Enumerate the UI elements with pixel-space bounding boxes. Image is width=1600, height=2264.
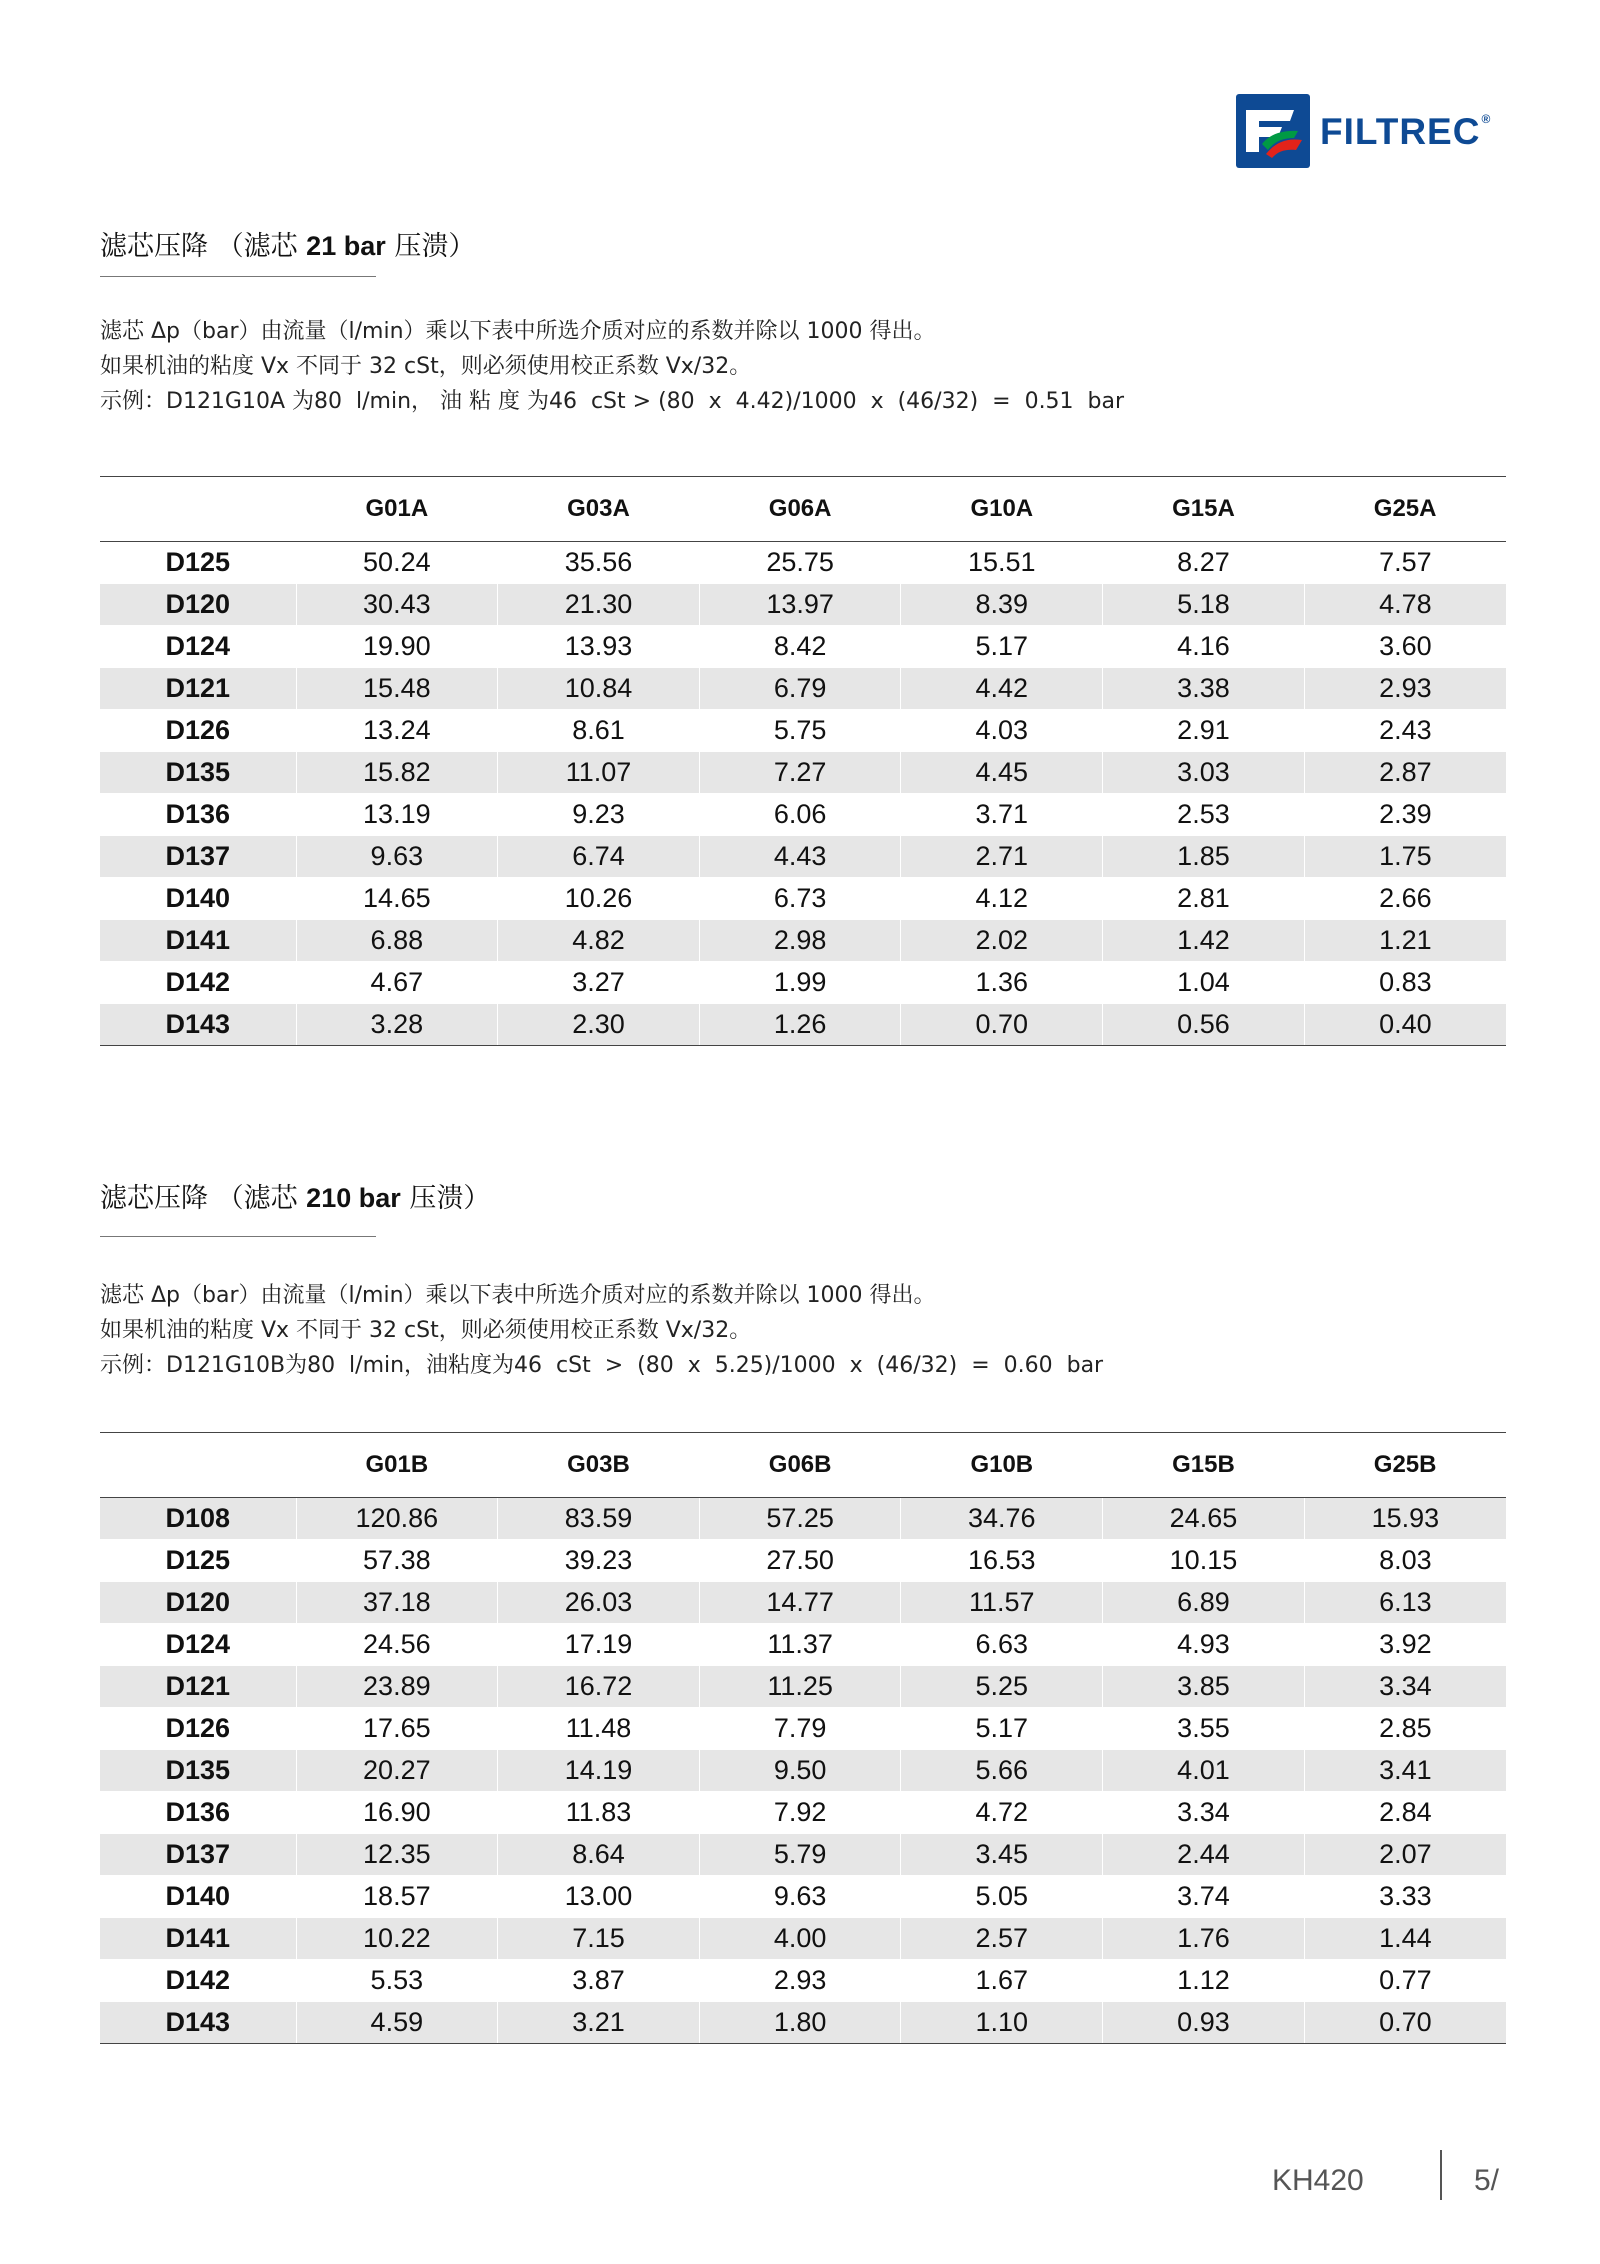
table-cell: 1.42 xyxy=(1103,920,1305,962)
table-cell: 1.26 xyxy=(699,1004,901,1046)
table-cell: 6.13 xyxy=(1304,1582,1506,1624)
page-number: 5/ xyxy=(1474,2164,1500,2197)
table-cell: 2.39 xyxy=(1304,794,1506,836)
table-cell: 11.07 xyxy=(498,752,700,794)
table-cell: 8.39 xyxy=(901,584,1103,626)
header-corner-cell xyxy=(100,1433,296,1498)
row-label: D120 xyxy=(100,584,296,626)
table-cell: 2.87 xyxy=(1304,752,1506,794)
table-cell: 34.76 xyxy=(901,1498,1103,1540)
table-cell: 0.77 xyxy=(1304,1960,1506,2002)
table-row xyxy=(100,836,1506,878)
table-cell: 16.53 xyxy=(901,1540,1103,1582)
table-cell: 18.57 xyxy=(296,1876,498,1918)
table-cell: 1.85 xyxy=(1103,836,1305,878)
section2-description xyxy=(100,1278,1103,1383)
table-cell: 10.84 xyxy=(498,668,700,710)
table-cell: 4.42 xyxy=(901,668,1103,710)
pressure-drop-table-210bar xyxy=(100,1432,1506,2044)
table-cell: 1.10 xyxy=(901,2002,1103,2044)
table-cell: 1.75 xyxy=(1304,836,1506,878)
row-label: D124 xyxy=(100,1624,296,1666)
table-cell: 1.04 xyxy=(1103,962,1305,1004)
column-header: G25A xyxy=(1304,477,1506,542)
table-row xyxy=(100,1876,1506,1918)
table-cell: 7.27 xyxy=(699,752,901,794)
column-header: G06A xyxy=(699,477,901,542)
table-cell: 1.12 xyxy=(1103,1960,1305,2002)
table-row xyxy=(100,1792,1506,1834)
row-label: D136 xyxy=(100,1792,296,1834)
table-cell: 0.56 xyxy=(1103,1004,1305,1046)
row-label: D136 xyxy=(100,794,296,836)
table-cell: 8.61 xyxy=(498,710,700,752)
table-cell: 4.03 xyxy=(901,710,1103,752)
table-cell: 5.05 xyxy=(901,1876,1103,1918)
table-cell: 2.93 xyxy=(699,1960,901,2002)
section1-title-rule xyxy=(100,276,376,277)
row-label: D121 xyxy=(100,1666,296,1708)
table-cell: 13.19 xyxy=(296,794,498,836)
table-cell: 5.79 xyxy=(699,1834,901,1876)
table-cell: 6.89 xyxy=(1103,1582,1305,1624)
table-cell: 8.27 xyxy=(1103,542,1305,584)
table-cell: 5.18 xyxy=(1103,584,1305,626)
description-line: 示例：D121G10B为80 l/min，油粘度为46 cSt > (80 x 5.25)/1000 x (46/32) = 0.60 bar xyxy=(100,1353,1104,1378)
table-row xyxy=(100,878,1506,920)
table-cell: 3.34 xyxy=(1304,1666,1506,1708)
table-cell: 39.23 xyxy=(498,1540,700,1582)
table-row xyxy=(100,1834,1506,1876)
table-cell: 120.86 xyxy=(296,1498,498,1540)
table-cell: 2.66 xyxy=(1304,878,1506,920)
table-cell: 10.22 xyxy=(296,1918,498,1960)
table-cell: 5.66 xyxy=(901,1750,1103,1792)
table-cell: 11.48 xyxy=(498,1708,700,1750)
table-cell: 4.43 xyxy=(699,836,901,878)
table-cell: 15.51 xyxy=(901,542,1103,584)
column-header: G01B xyxy=(296,1433,498,1498)
row-label: D141 xyxy=(100,1918,296,1960)
table-row xyxy=(100,2002,1506,2044)
table-cell: 57.25 xyxy=(699,1498,901,1540)
table-cell: 23.89 xyxy=(296,1666,498,1708)
row-label: D143 xyxy=(100,1004,296,1046)
table-cell: 11.25 xyxy=(699,1666,901,1708)
row-label: D142 xyxy=(100,962,296,1004)
table-cell: 3.74 xyxy=(1103,1876,1305,1918)
table-cell: 9.50 xyxy=(699,1750,901,1792)
table-cell: 2.43 xyxy=(1304,710,1506,752)
table-row xyxy=(100,962,1506,1004)
table-cell: 4.59 xyxy=(296,2002,498,2044)
table-cell: 7.79 xyxy=(699,1708,901,1750)
table-cell: 5.75 xyxy=(699,710,901,752)
table-cell: 4.01 xyxy=(1103,1750,1305,1792)
table-row xyxy=(100,1960,1506,2002)
table-cell: 2.81 xyxy=(1103,878,1305,920)
table-cell: 3.28 xyxy=(296,1004,498,1046)
table-cell: 7.57 xyxy=(1304,542,1506,584)
table-cell: 2.53 xyxy=(1103,794,1305,836)
table-cell: 2.57 xyxy=(901,1918,1103,1960)
table-cell: 15.48 xyxy=(296,668,498,710)
table-cell: 6.79 xyxy=(699,668,901,710)
table-row xyxy=(100,1498,1506,1540)
table-cell: 3.55 xyxy=(1103,1708,1305,1750)
table-cell: 5.17 xyxy=(901,626,1103,668)
filtrec-logo xyxy=(1236,94,1491,168)
table-cell: 17.19 xyxy=(498,1624,700,1666)
row-label: D125 xyxy=(100,542,296,584)
table-cell: 3.85 xyxy=(1103,1666,1305,1708)
filtrec-wordmark: FILTREC® xyxy=(1320,110,1492,152)
table-row xyxy=(100,1918,1506,1960)
table-cell: 13.97 xyxy=(699,584,901,626)
table-cell: 6.88 xyxy=(296,920,498,962)
table-cell: 4.45 xyxy=(901,752,1103,794)
description-line: 如果机油的粘度 Vx 不同于 32 cSt，则必须使用校正系数 Vx/32。 xyxy=(100,354,752,379)
table-cell: 8.42 xyxy=(699,626,901,668)
table-cell: 6.63 xyxy=(901,1624,1103,1666)
table-cell: 25.75 xyxy=(699,542,901,584)
table-row xyxy=(100,626,1506,668)
table-cell: 2.85 xyxy=(1304,1708,1506,1750)
pressure-drop-table-21bar xyxy=(100,476,1506,1046)
table-row xyxy=(100,710,1506,752)
description-line: 滤芯 Δp（bar）由流量（l/min）乘以下表中所选介质对应的系数并除以 1000 得出。 xyxy=(100,319,936,344)
table-cell: 15.82 xyxy=(296,752,498,794)
header-corner-cell xyxy=(100,477,296,542)
table-cell: 2.30 xyxy=(498,1004,700,1046)
table-cell: 5.17 xyxy=(901,1708,1103,1750)
table-cell: 8.03 xyxy=(1304,1540,1506,1582)
description-line: 滤芯 Δp（bar）由流量（l/min）乘以下表中所选介质对应的系数并除以 1000 得出。 xyxy=(100,1283,936,1308)
column-header: G01A xyxy=(296,477,498,542)
table-cell: 9.63 xyxy=(296,836,498,878)
row-label: D140 xyxy=(100,878,296,920)
row-label: D124 xyxy=(100,626,296,668)
column-header: G03B xyxy=(498,1433,700,1498)
column-header: G03A xyxy=(498,477,700,542)
table-cell: 13.93 xyxy=(498,626,700,668)
table-row xyxy=(100,1540,1506,1582)
row-label: D108 xyxy=(100,1498,296,1540)
row-label: D121 xyxy=(100,668,296,710)
table-cell: 11.57 xyxy=(901,1582,1103,1624)
description-line: 示例：D121G10A 为80 l/min， 油 粘 度 为46 cSt > (80 x 4.42)/1000 x (46/32) = 0.51 bar xyxy=(100,389,1125,414)
table-row xyxy=(100,1750,1506,1792)
row-label: D125 xyxy=(100,1540,296,1582)
column-header: G10A xyxy=(901,477,1103,542)
row-label: D137 xyxy=(100,1834,296,1876)
table-cell: 3.38 xyxy=(1103,668,1305,710)
table-cell: 4.16 xyxy=(1103,626,1305,668)
table-header-row xyxy=(100,1433,1506,1498)
table-cell: 4.93 xyxy=(1103,1624,1305,1666)
row-label: D126 xyxy=(100,1708,296,1750)
table-cell: 7.15 xyxy=(498,1918,700,1960)
table-cell: 7.92 xyxy=(699,1792,901,1834)
table-cell: 1.80 xyxy=(699,2002,901,2044)
table-row xyxy=(100,752,1506,794)
table-cell: 9.63 xyxy=(699,1876,901,1918)
description-line: 如果机油的粘度 Vx 不同于 32 cSt，则必须使用校正系数 Vx/32。 xyxy=(100,1318,752,1343)
table-row xyxy=(100,668,1506,710)
table-cell: 11.83 xyxy=(498,1792,700,1834)
table-cell: 57.38 xyxy=(296,1540,498,1582)
table-cell: 13.00 xyxy=(498,1876,700,1918)
section1-description xyxy=(100,314,1124,419)
table-row xyxy=(100,920,1506,962)
table-cell: 15.93 xyxy=(1304,1498,1506,1540)
table-row xyxy=(100,1624,1506,1666)
table-cell: 2.84 xyxy=(1304,1792,1506,1834)
table-cell: 0.93 xyxy=(1103,2002,1305,2044)
table-cell: 0.83 xyxy=(1304,962,1506,1004)
table-cell: 1.44 xyxy=(1304,1918,1506,1960)
table-cell: 0.40 xyxy=(1304,1004,1506,1046)
table-cell: 3.03 xyxy=(1103,752,1305,794)
document-code: KH420 xyxy=(1272,2164,1364,2197)
table-cell: 11.37 xyxy=(699,1624,901,1666)
table-cell: 27.50 xyxy=(699,1540,901,1582)
table-cell: 3.60 xyxy=(1304,626,1506,668)
table-cell: 2.91 xyxy=(1103,710,1305,752)
table-cell: 6.74 xyxy=(498,836,700,878)
table-cell: 0.70 xyxy=(1304,2002,1506,2044)
column-header: G06B xyxy=(699,1433,901,1498)
table-cell: 1.99 xyxy=(699,962,901,1004)
table-cell: 4.82 xyxy=(498,920,700,962)
table-cell: 1.36 xyxy=(901,962,1103,1004)
row-label: D143 xyxy=(100,2002,296,2044)
table-cell: 83.59 xyxy=(498,1498,700,1540)
table-cell: 3.92 xyxy=(1304,1624,1506,1666)
row-label: D140 xyxy=(100,1876,296,1918)
table-cell: 24.65 xyxy=(1103,1498,1305,1540)
table-cell: 0.70 xyxy=(901,1004,1103,1046)
table-cell: 4.67 xyxy=(296,962,498,1004)
table-cell: 4.72 xyxy=(901,1792,1103,1834)
table-cell: 4.78 xyxy=(1304,584,1506,626)
table-cell: 4.12 xyxy=(901,878,1103,920)
table-cell: 12.35 xyxy=(296,1834,498,1876)
footer-divider xyxy=(1440,2150,1442,2200)
table-cell: 3.33 xyxy=(1304,1876,1506,1918)
row-label: D135 xyxy=(100,752,296,794)
table-cell: 2.44 xyxy=(1103,1834,1305,1876)
row-label: D142 xyxy=(100,1960,296,2002)
row-label: D120 xyxy=(100,1582,296,1624)
table-row xyxy=(100,1666,1506,1708)
column-header: G25B xyxy=(1304,1433,1506,1498)
table-cell: 2.07 xyxy=(1304,1834,1506,1876)
table-cell: 24.56 xyxy=(296,1624,498,1666)
table-row xyxy=(100,794,1506,836)
column-header: G10B xyxy=(901,1433,1103,1498)
row-label: D141 xyxy=(100,920,296,962)
filtrec-logo-icon xyxy=(1236,94,1310,168)
table-cell: 37.18 xyxy=(296,1582,498,1624)
table-cell: 14.19 xyxy=(498,1750,700,1792)
table-cell: 3.34 xyxy=(1103,1792,1305,1834)
table-header-row xyxy=(100,477,1506,542)
table-cell: 3.71 xyxy=(901,794,1103,836)
table-cell: 2.93 xyxy=(1304,668,1506,710)
table-cell: 1.76 xyxy=(1103,1918,1305,1960)
table-cell: 17.65 xyxy=(296,1708,498,1750)
table-cell: 9.23 xyxy=(498,794,700,836)
table-cell: 21.30 xyxy=(498,584,700,626)
table-row xyxy=(100,584,1506,626)
table-cell: 4.00 xyxy=(699,1918,901,1960)
column-header: G15A xyxy=(1103,477,1305,542)
column-header: G15B xyxy=(1103,1433,1305,1498)
table-cell: 16.90 xyxy=(296,1792,498,1834)
table-row xyxy=(100,1708,1506,1750)
section2-title: 滤芯压降 （滤芯 210 bar 压溃） xyxy=(100,1183,491,1214)
table-cell: 20.27 xyxy=(296,1750,498,1792)
table-cell: 26.03 xyxy=(498,1582,700,1624)
table-cell: 30.43 xyxy=(296,584,498,626)
table-cell: 2.98 xyxy=(699,920,901,962)
table-cell: 1.67 xyxy=(901,1960,1103,2002)
table-cell: 5.53 xyxy=(296,1960,498,2002)
section1-title: 滤芯压降 （滤芯 21 bar 压溃） xyxy=(100,231,476,262)
table-cell: 35.56 xyxy=(498,542,700,584)
table-cell: 14.77 xyxy=(699,1582,901,1624)
table-row xyxy=(100,542,1506,584)
table-row xyxy=(100,1004,1506,1046)
row-label: D126 xyxy=(100,710,296,752)
row-label: D137 xyxy=(100,836,296,878)
table-cell: 3.41 xyxy=(1304,1750,1506,1792)
table-cell: 14.65 xyxy=(296,878,498,920)
table-cell: 3.45 xyxy=(901,1834,1103,1876)
table-cell: 1.21 xyxy=(1304,920,1506,962)
table-cell: 13.24 xyxy=(296,710,498,752)
table-cell: 3.27 xyxy=(498,962,700,1004)
row-label: D135 xyxy=(100,1750,296,1792)
section2-title-rule xyxy=(100,1236,376,1237)
table-cell: 3.87 xyxy=(498,1960,700,2002)
table-cell: 10.26 xyxy=(498,878,700,920)
table-cell: 5.25 xyxy=(901,1666,1103,1708)
table-cell: 6.73 xyxy=(699,878,901,920)
table-cell: 8.64 xyxy=(498,1834,700,1876)
table-cell: 16.72 xyxy=(498,1666,700,1708)
table-cell: 6.06 xyxy=(699,794,901,836)
table-row xyxy=(100,1582,1506,1624)
table-cell: 19.90 xyxy=(296,626,498,668)
table-cell: 2.71 xyxy=(901,836,1103,878)
table-cell: 3.21 xyxy=(498,2002,700,2044)
table-cell: 50.24 xyxy=(296,542,498,584)
table-cell: 2.02 xyxy=(901,920,1103,962)
table-cell: 10.15 xyxy=(1103,1540,1305,1582)
